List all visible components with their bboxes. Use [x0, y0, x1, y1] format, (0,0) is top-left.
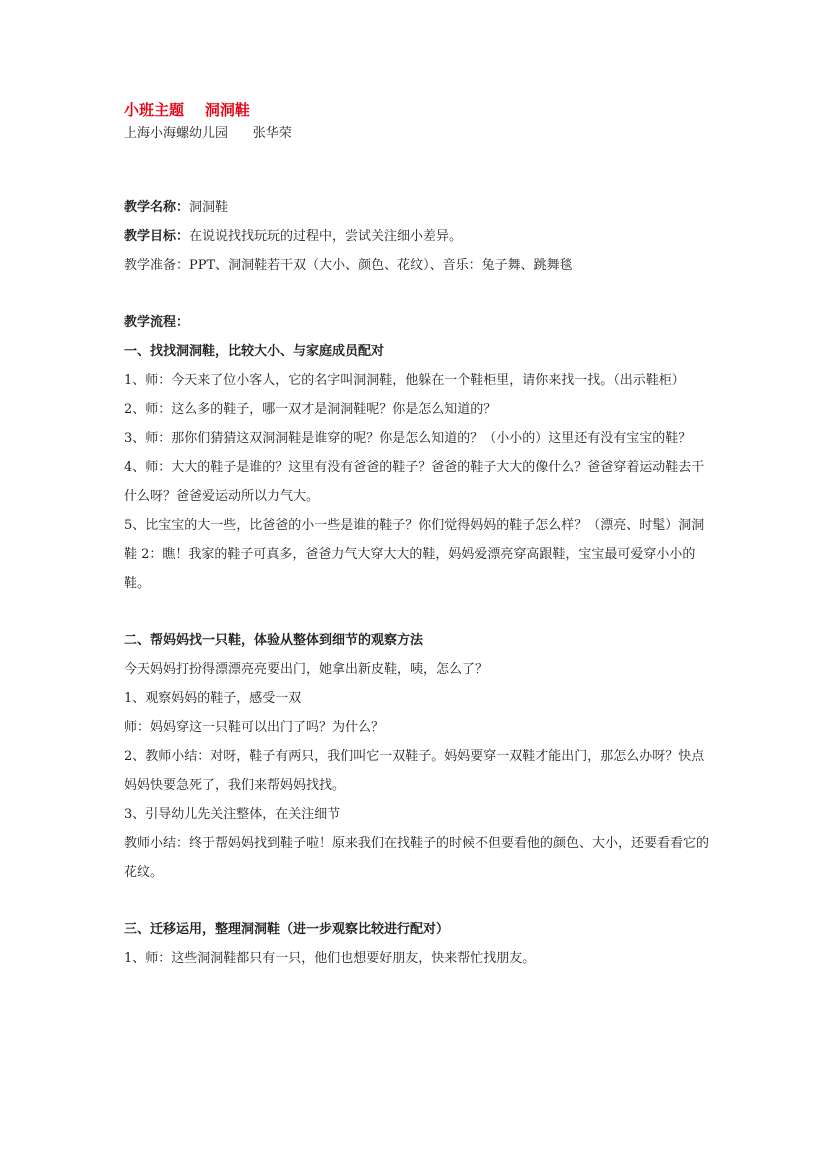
- lesson-prep-line: 教学准备：PPT、洞洞鞋若干双（大小、颜色、花纹）、音乐：兔子舞、跳舞毯: [124, 258, 573, 273]
- section-2-item: 2、教师小结：对呀，鞋子有两只，我们叫它一双鞋子。妈妈要穿一双鞋才能出门，那怎么办呀？快点妈妈快要急死了，我们来帮妈妈找找。: [124, 749, 705, 793]
- lesson-goal-value: 在说说找找玩玩的过程中，尝试关注细小差异。: [189, 229, 463, 244]
- spacer: [124, 280, 709, 308]
- section-3-item: 1、师：这些洞洞鞋都只有一只，他们也想要好朋友，快来帮忙找朋友。: [124, 951, 536, 966]
- section-2-item: 今天妈妈打扮得漂漂亮亮要出门，她拿出新皮鞋，咦，怎么了？: [124, 662, 489, 677]
- section-1-item: 3、师：那你们猜猜这双洞洞鞋是谁穿的呢？你是怎么知道的？（小小的）这里还有没有宝宝的鞋？: [124, 431, 692, 446]
- section-1-item: 1、师：今天来了位小客人，它的名字叫洞洞鞋，他躲在一个鞋柜里，请你来找一找。（出示鞋柜）: [124, 373, 685, 388]
- spacer: [124, 598, 709, 626]
- flow-heading: 教学流程：: [124, 315, 190, 330]
- spacer: [124, 146, 709, 193]
- lesson-goal-line: [124, 222, 709, 251]
- teaching-flow: [124, 308, 709, 973]
- section-3-title: 三、迁移运用，整理洞洞鞋（进一步观察比较进行配对）: [124, 922, 450, 937]
- document-page: [124, 98, 709, 973]
- author-byline: 上海小海螺幼儿园 张华荣: [124, 126, 292, 141]
- lesson-name-line: [124, 193, 709, 222]
- lesson-goal-label: 教学目标：: [124, 229, 190, 244]
- section-2-item: 3、引导幼儿先关注整体，在关注细节: [124, 807, 341, 822]
- lesson-name-value: 洞洞鞋: [189, 200, 229, 215]
- section-2-title: 二、帮妈妈找一只鞋，体验从整体到细节的观察方法: [124, 633, 424, 648]
- section-1-item: 2、师：这么多的鞋子，哪一双才是洞洞鞋呢？你是怎么知道的？: [124, 402, 497, 417]
- lesson-info: [124, 193, 709, 280]
- section-2-item: 师：妈妈穿这一只鞋可以出门了吗？为什么？: [124, 720, 385, 735]
- spacer: [124, 887, 709, 915]
- section-1-title: 一、找找洞洞鞋，比较大小、与家庭成员配对: [124, 344, 385, 359]
- section-1-item: 4、师：大大的鞋子是谁的？这里有没有爸爸的鞋子？爸爸的鞋子大大的像什么？爸爸穿着运动鞋去干什么呀？爸爸爱运动所以力气大。: [124, 460, 705, 504]
- document-title: 小班主题 洞洞鞋: [124, 101, 250, 119]
- lesson-name-label: 教学名称：: [124, 200, 190, 215]
- section-1-item: 5、比宝宝的大一些，比爸爸的小一些是谁的鞋子？你们觉得妈妈的鞋子怎么样？（漂亮、时髦）洞洞鞋 2：瞧！我家的鞋子可真多，爸爸力气大穿大大的鞋，妈妈爱漂亮穿高跟鞋，宝宝最可爱穿小小的鞋。: [124, 518, 705, 591]
- section-2-item: 1、观察妈妈的鞋子，感受一双: [124, 691, 302, 706]
- section-2-item: 教师小结：终于帮妈妈找到鞋子啦！原来我们在找鞋子的时候不但要看他的颜色、大小，还要看看它的花纹。: [124, 836, 710, 880]
